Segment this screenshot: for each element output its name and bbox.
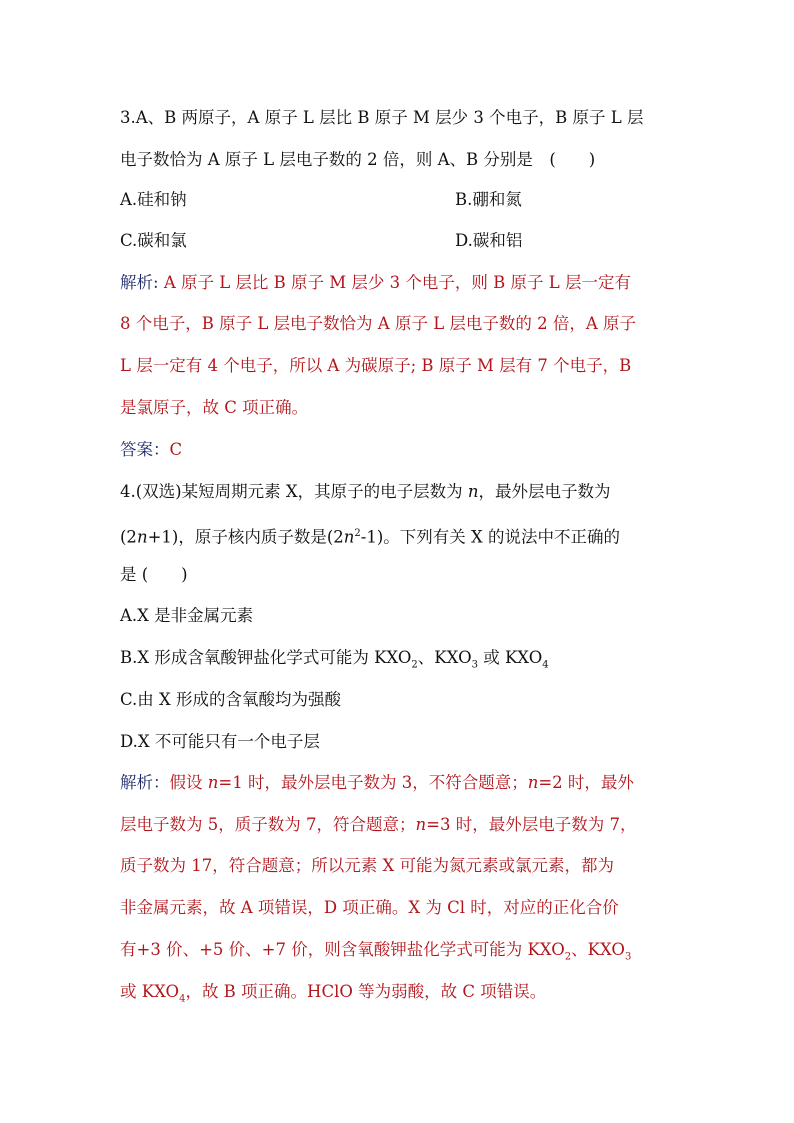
q4-var-n: n <box>207 773 219 792</box>
q4-option-d: D.X 不可能只有一个电子层 <box>120 732 320 751</box>
q4-sub: 2 <box>411 659 418 671</box>
q4-stem-2b: +1)，原子核内质子数是(2 <box>147 527 344 547</box>
q4-sub: 3 <box>471 659 478 671</box>
q3-option-b: B.硼和氮 <box>455 190 522 209</box>
q4-option-c: C.由 X 形成的含氧酸均为强酸 <box>120 690 342 709</box>
q3-analysis-line1 <box>120 271 631 295</box>
q4-var-n: n <box>136 527 148 547</box>
q4-stem-2c: -1)。下列有关 X 的说法中不正确的 <box>360 527 621 547</box>
q4-a1a: 假设 <box>169 773 208 792</box>
q4-analysis-label: 解析 <box>120 773 153 792</box>
q3-options-row1 <box>120 188 680 212</box>
q4-optb-b: 、KXO <box>417 648 472 667</box>
q3-analysis-line3: L 层一定有 4 个电子，所以 A 为碳原子; B 原子 M 层有 7 个电子，B <box>120 356 632 375</box>
q4-a2a: 层电子数为 5，质子数为 7，符合题意； <box>120 815 416 834</box>
q4-a1b: =1 时，最外层电子数为 3，不符合题意； <box>218 773 528 792</box>
q3-analysis-text-1: A 原子 L 层比 B 原子 M 层少 3 个电子，则 B 原子 L 层一定有 <box>163 273 631 292</box>
q4-a2b: =3 时，最外层电子数为 7， <box>426 815 637 834</box>
q4-sub: 4 <box>179 993 186 1005</box>
q4-var-n: n <box>343 527 355 547</box>
q4-analysis-line6 <box>120 980 546 1011</box>
q4-sub: 2 <box>564 951 572 963</box>
q4-analysis-line2 <box>120 813 636 837</box>
q3-answer-value: C <box>169 440 183 459</box>
q4-stem-line3: 是 ( ) <box>120 565 188 584</box>
q3-answer-label: 答案 <box>120 440 153 459</box>
q3-option-c: C.碳和氯 <box>120 231 187 250</box>
q4-stem-1a: 4.(双选)某短周期元素 X，其原子的电子层数为 <box>120 482 468 501</box>
q4-analysis-line5 <box>120 938 631 969</box>
q3-stem-line2: 电子数恰为 A 原子 L 层电子数的 2 倍，则 A、B 分别是 ( ) <box>120 150 596 169</box>
q4-option-a: A.X 是非金属元素 <box>120 606 254 625</box>
q4-analysis-line4: 非金属元素，故 A 项错误，D 项正确。X 为 Cl 时，对应的正化合价 <box>120 898 619 917</box>
q4-analysis-colon: ： <box>153 773 170 792</box>
q4-var-n: n <box>527 773 539 792</box>
q3-analysis-label: 解析 <box>120 273 153 292</box>
q4-a5a: 有+3 价、+5 价、+7 价，则含氧酸钾盐化学式可能为 KXO <box>120 940 565 959</box>
q4-sub: 3 <box>624 951 632 963</box>
q4-stem-line1 <box>120 480 611 504</box>
q4-stem-1b: ，最外层电子数为 <box>478 482 611 501</box>
q4-stem-line2 <box>120 522 620 550</box>
q3-options-row2 <box>120 229 680 253</box>
q3-analysis-line4: 是氯原子，故 C 项正确。 <box>120 398 309 417</box>
q3-stem-line1: 3.A、B 两原子，A 原子 L 层比 B 原子 M 层少 3 个电子，B 原子 L 层 <box>120 108 644 127</box>
q3-answer-colon: ： <box>153 440 170 459</box>
q4-superscript: 2 <box>354 528 361 539</box>
q4-analysis-line1 <box>120 771 634 795</box>
q4-a6b: ，故 B 项正确。HClO 等为弱酸，故 C 项错误。 <box>185 982 547 1001</box>
q4-stem-2a: (2 <box>120 527 137 547</box>
q3-answer <box>120 438 182 462</box>
q4-optb-c: 或 KXO <box>477 648 543 667</box>
q3-option-a: A.硅和钠 <box>120 190 187 209</box>
q4-optb-a: B.X 形成含氧酸钾盐化学式可能为 KXO <box>120 648 412 667</box>
q4-option-b <box>120 646 549 677</box>
q4-var-n: n <box>415 815 427 834</box>
q4-a6a: 或 KXO <box>120 982 180 1001</box>
q4-a1c: =2 时，最外 <box>538 773 634 792</box>
q4-analysis-line3: 质子数为 17，符合题意；所以元素 X 可能为氮元素或氯元素，都为 <box>120 856 614 875</box>
q3-analysis-colon: : <box>153 273 164 292</box>
q3-analysis-line2: 8 个电子，B 原子 L 层电子数恰为 A 原子 L 层电子数的 2 倍，A 原子 <box>120 314 637 333</box>
q3-option-d: D.碳和铝 <box>455 231 523 250</box>
q4-sub: 4 <box>542 659 549 671</box>
q4-a5b: 、KXO <box>571 940 625 959</box>
q4-var-n: n <box>467 482 479 501</box>
